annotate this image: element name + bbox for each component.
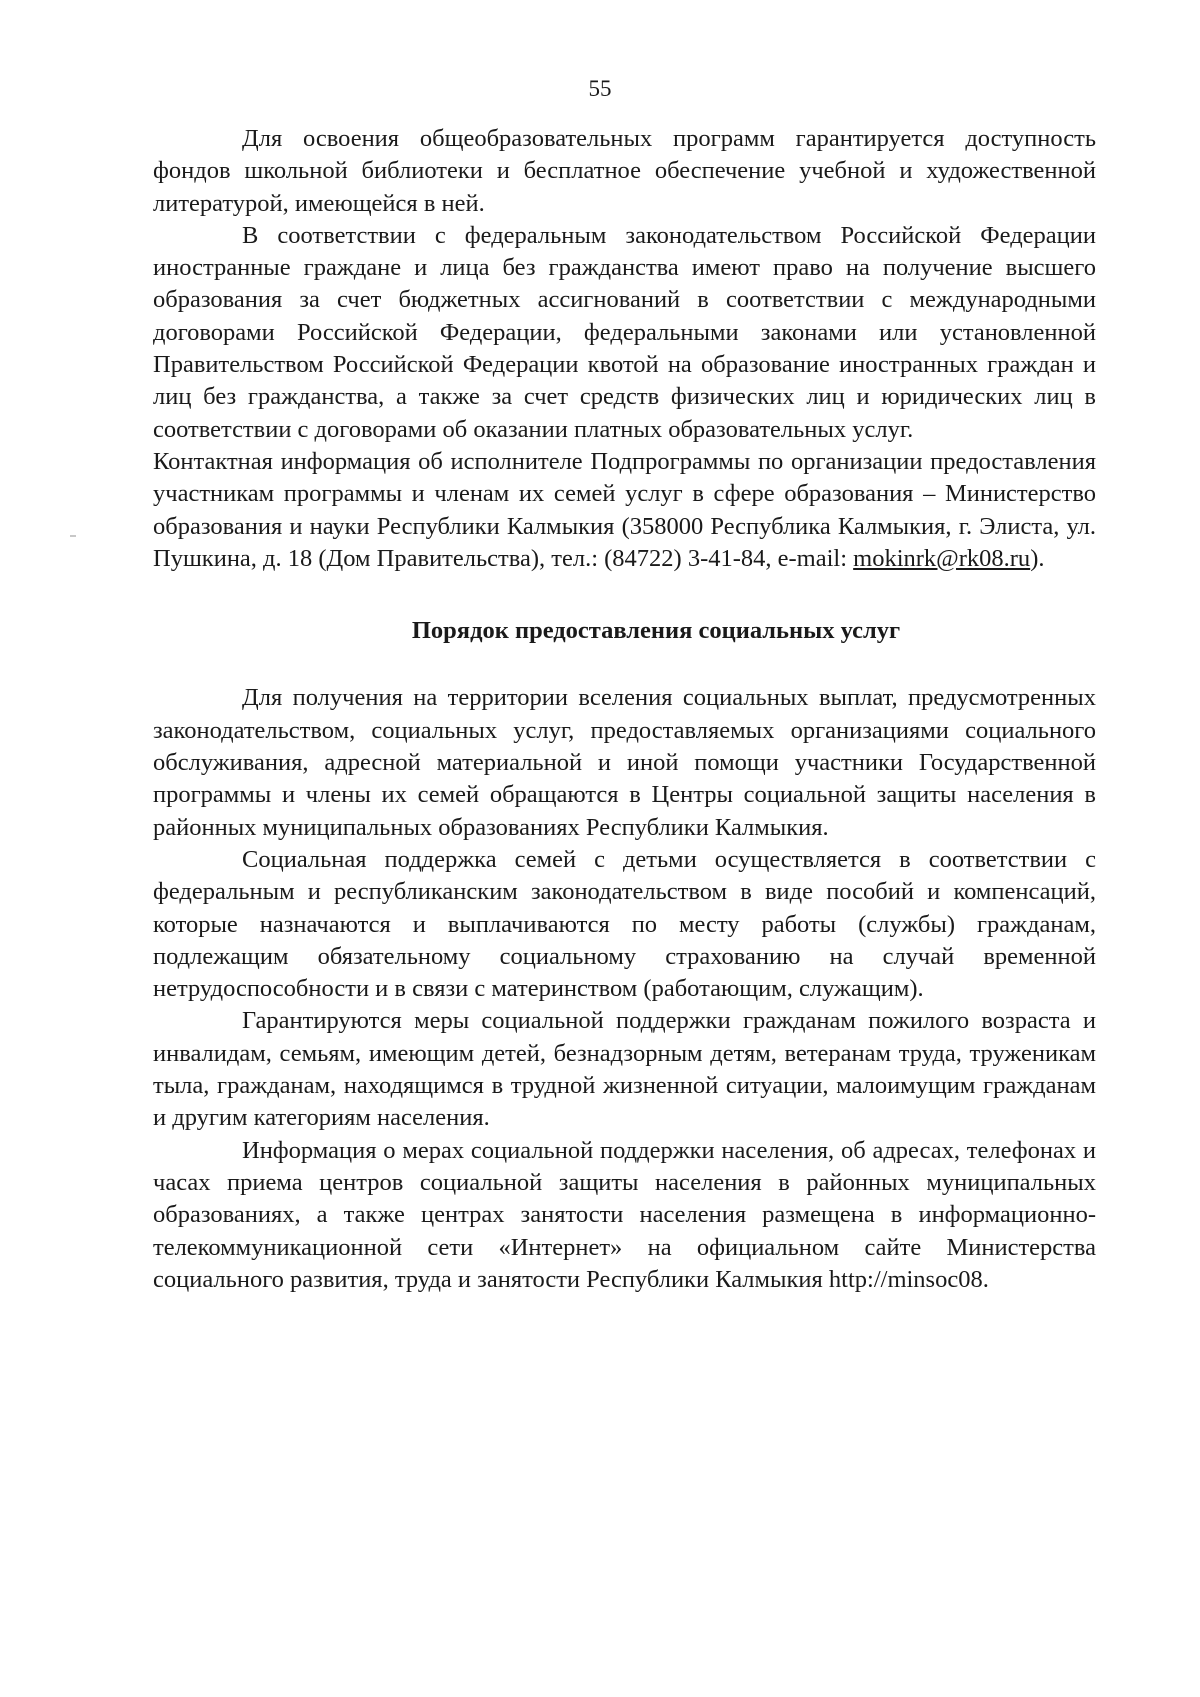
paragraph-information-sources: Информация о мерах социальной поддержки населения, об адресах, телефонах и часах приема центров социальной защиты населения в районных муниципальных образованиях, а также центрах занятости населения размещена в информационно-телекоммуникационной сети «Интернет» на официальном сайте Министерства социального развития, труда и занятости Республики Калмыкия http://minsoc08. — [153, 1136, 1096, 1293]
scan-artifact — [70, 535, 76, 537]
page-body — [153, 123, 1096, 1296]
paragraph-social-payments: Для получения на территории вселения социальных выплат, предусмотренных законодательством, социальных услуг, предоставляемых организациями социального обслуживания, адресной материальной и иной помощи участники Государственной программы и члены их семей обращаются в Центры социальной защиты населения в районных муниципальных образованиях Республики Калмыкия. — [153, 684, 1096, 841]
contact-suffix: ). — [1030, 544, 1045, 572]
contact-email-link[interactable]: mokinrk@rk08.ru — [853, 544, 1031, 572]
section-heading: Порядок предоставления социальных услуг — [411, 617, 901, 645]
paragraph-foreign-citizens: В соответствии с федеральным законодательством Российской Федерации иностранные граждане и лица без гражданства имеют право на получение высшего образования за счет бюджетных ассигнований в соответствии с международными договорами Российской Федерации, федеральными законами или установленной Правительством Российской Федерации квотой на образование иностранных граждан и лиц без гражданства, а также за счет средств физических лиц и юридических лиц в соответствии с договорами об оказании платных образовательных услуг. — [153, 221, 1096, 443]
contact-text: Контактная информация об исполнителе Подпрограммы по организации предоставления участникам программы и членам их семей услуг в сфере образования – Министерство образования и науки Республики Калмыкия (358000 Республика Калмыкия, г. Элиста, ул. Пушкина, д. 18 (Дом Правительства), тел.: (84722) 3-41-84, e-mail: — [153, 447, 1096, 572]
page-number: 55 — [588, 76, 612, 101]
paragraph-family-support: Социальная поддержка семей с детьми осуществляется в соответствии с федеральным и республиканским законодательством в виде пособий и компенсаций, которые назначаются и выплачиваются по месту работы (службы) гражданам, подлежащим обязательному социальному страхованию на случай временной нетрудоспособности и в связи с материнством (работающим, служащим). — [153, 845, 1096, 1003]
paragraph-guaranteed-measures: Гарантируются меры социальной поддержки гражданам пожилого возраста и инвалидам, семьям, имеющим детей, безнадзорным детям, ветеранам труда, труженикам тыла, гражданам, находящимся в трудной жизненной ситуации, малоимущим гражданам и другим категориям населения. — [153, 1007, 1096, 1132]
paragraph-contact-info — [153, 446, 1096, 575]
paragraph-library-access: Для освоения общеобразовательных программ гарантируется доступность фондов школьной библиотеки и бесплатное обеспечение учебной и художественной литературой, имеющейся в ней. — [153, 125, 1096, 217]
